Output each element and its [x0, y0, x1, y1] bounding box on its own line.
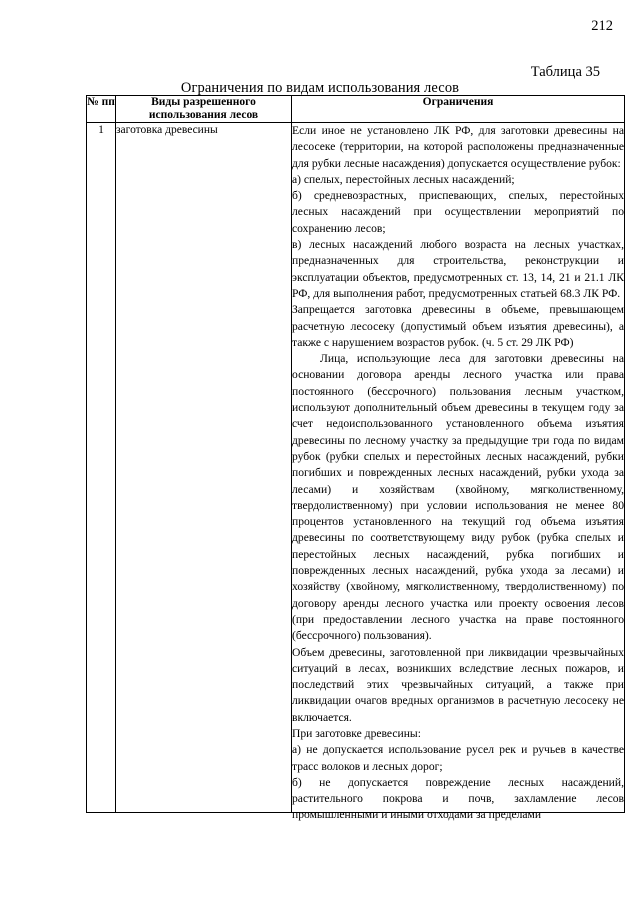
- row-restrictions: [292, 123, 625, 822]
- restriction-paragraph: При заготовке древесины:: [292, 726, 421, 740]
- restrictions-table: [86, 95, 625, 822]
- header-number: № пп: [87, 96, 116, 123]
- restriction-paragraph: Если иное не установлено ЛК РФ, для заготовки древесины на лесосеке (территории, на которой расположены предназначенные для рубки лесные насаждения) допускается осуществление рубок:: [292, 124, 624, 170]
- table-header: [87, 96, 625, 123]
- restriction-paragraph: Лица, использующие леса для заготовки древесины на основании договора аренды лесного участка или права постоянного (бессрочного) пользования лесным участком, используют дополнительный объем древесины в текущем году за счет недоиспользованного установленного объема изъятия древесины по лесному участку за предыдущие три года по видам рубок (рубки спелых и перестойных лесных насаждений, рубки погибших и поврежденных лесных насаждений, рубки ухода за лесами) и хозяйствам (хвойному, мягколиственному, твердолиственному) при условии использования не менее 80 процентов установленного на текущий год объема изъятия древесины по соответствующему виду рубок (рубка спелых и перестойных лесных насаждений, рубка погибших и поврежденных лесных насаждений, рубка ухода за лесами) и хозяйству (хвойному, мягколиственному, твердолиственному) по договору аренды лесного участка или проекту освоения лесов (при предоставлении лесного участка на праве постоянного (бессрочного) пользования).: [292, 352, 624, 643]
- table-title: Ограничения по видам использования лесов: [180, 80, 460, 96]
- header-row: [87, 96, 625, 123]
- row-use-type: заготовка древесины: [116, 123, 292, 813]
- table-body: [87, 123, 625, 822]
- restriction-paragraph: Запрещается заготовка древесины в объеме, превышающем расчетную лесосеку (допустимый объем изъятия древесины), а также с нарушением возрастов рубок. (ч. 5 ст. 29 ЛК РФ): [292, 303, 624, 349]
- header-use-type: Виды разрешенного использования лесов: [116, 96, 292, 123]
- restriction-paragraph: Объем древесины, заготовленной при ликвидации чрезвычайных ситуаций в лесах, возникших вследствие лесных пожаров, и последствий этих чрезвычайных ситуаций, а также при ликвидации очагов вредных организмов в расчетную лесосеку не включается.: [292, 645, 624, 724]
- table-row: [87, 123, 625, 813]
- restrictions-text: [292, 123, 624, 822]
- restriction-paragraph: б) не допускается повреждение лесных насаждений, растительного покрова и почв, захламление лесов промышленными и иными отходами за пределами: [292, 775, 624, 822]
- table-label: Таблица 35: [530, 64, 600, 80]
- restriction-paragraph: б) средневозрастных, приспевающих, спелых, перестойных лесных насаждений при осуществлении мероприятий по сохранению лесов;: [292, 189, 624, 235]
- restriction-paragraph: в) лесных насаждений любого возраста на лесных участках, предназначенных для строительства, реконструкции и эксплуатации объектов, предусмотренных ст. 13, 14, 21 и 21.1 ЛК РФ, для выполнения работ, предусмотренных статьей 68.3 ЛК РФ.: [292, 238, 624, 300]
- row-number: 1: [87, 123, 116, 813]
- restriction-paragraph: а) спелых, перестойных лесных насаждений;: [292, 172, 515, 186]
- restriction-paragraph: а) не допускается использование русел рек и ручьев в качестве трасс волоков и лесных дорог;: [292, 743, 624, 773]
- page-number: 212: [591, 18, 613, 34]
- header-restrictions: Ограничения: [292, 96, 625, 123]
